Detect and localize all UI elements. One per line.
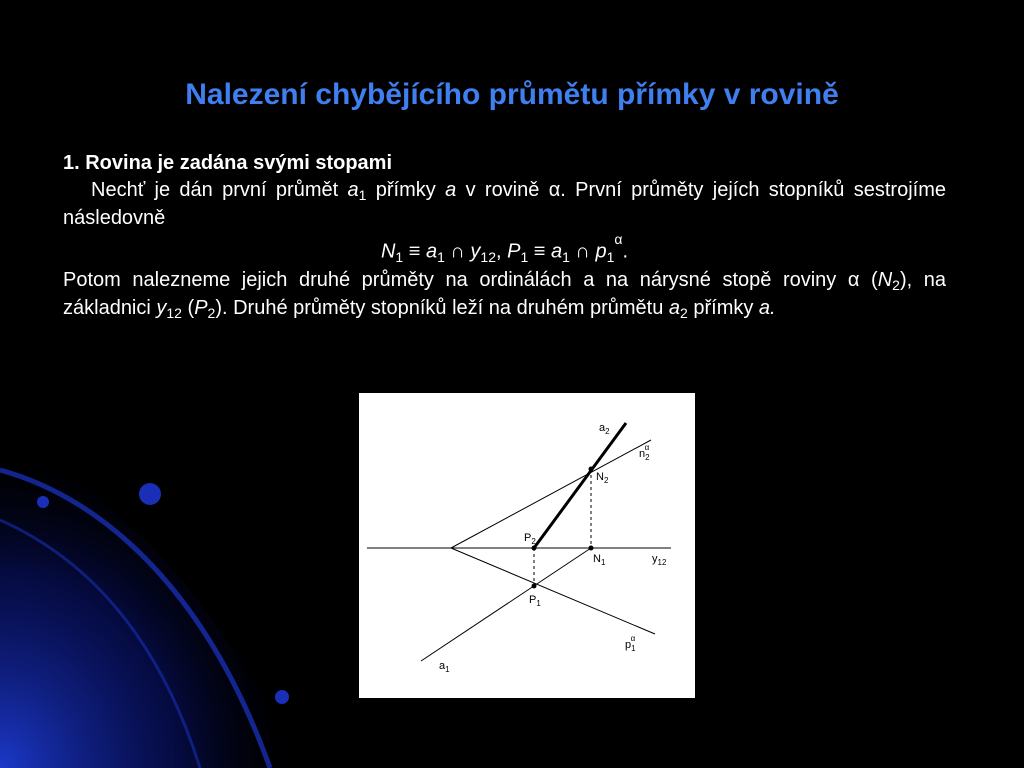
trace-n2 bbox=[451, 440, 651, 548]
line-a1 bbox=[421, 548, 591, 661]
label-n2: $n_2\alpha$ bbox=[639, 443, 650, 462]
point-P1 bbox=[532, 584, 537, 589]
formula: $N_1 \equiv a_1$ ∩ $y_{12}$, $P_1 \equiv a_1$ ∩ $p_1^\alpha$. bbox=[380, 231, 629, 265]
label-P2: $P_2$ bbox=[524, 532, 536, 546]
deco-dot bbox=[37, 496, 49, 508]
label-a2: $a_2$ bbox=[599, 422, 610, 436]
line-a2 bbox=[534, 423, 626, 548]
point-N1 bbox=[589, 546, 594, 551]
label-N2: $N_2$ bbox=[596, 471, 609, 485]
slide-content bbox=[63, 150, 946, 323]
point-P2 bbox=[532, 546, 537, 551]
label-N1: $N_1$ bbox=[593, 553, 606, 567]
label-P1: $P_1$ bbox=[529, 594, 541, 608]
label-p1: $p_1\alpha$ bbox=[625, 634, 636, 653]
point-N2 bbox=[589, 467, 594, 472]
paragraph-1: Nechť je dán první průmět $a_1$ přímky a v rovině α. První průměty jejích stopníků sestrojíme následovně bbox=[63, 179, 946, 229]
label-a1: $a_1$ bbox=[439, 660, 450, 674]
label-y12: $y_{12}$ bbox=[652, 553, 667, 567]
deco-dot bbox=[275, 690, 289, 704]
slide-title: Nalezení chybějícího průmětu přímky v rovině bbox=[185, 78, 839, 111]
construction-figure bbox=[359, 393, 695, 698]
section-heading: 1. Rovina je zadána svými stopami bbox=[63, 152, 393, 174]
paragraph-2: Potom nalezneme jejich druhé průměty na ordinálách a na nárysné stopě roviny α $(N_2)$, na základnici $y_{12}$ $(P_2)$. Druhé průměty stopníků leží na druhém průmětu $a_2$ přímky a. bbox=[63, 268, 946, 321]
deco-dot bbox=[139, 483, 161, 505]
